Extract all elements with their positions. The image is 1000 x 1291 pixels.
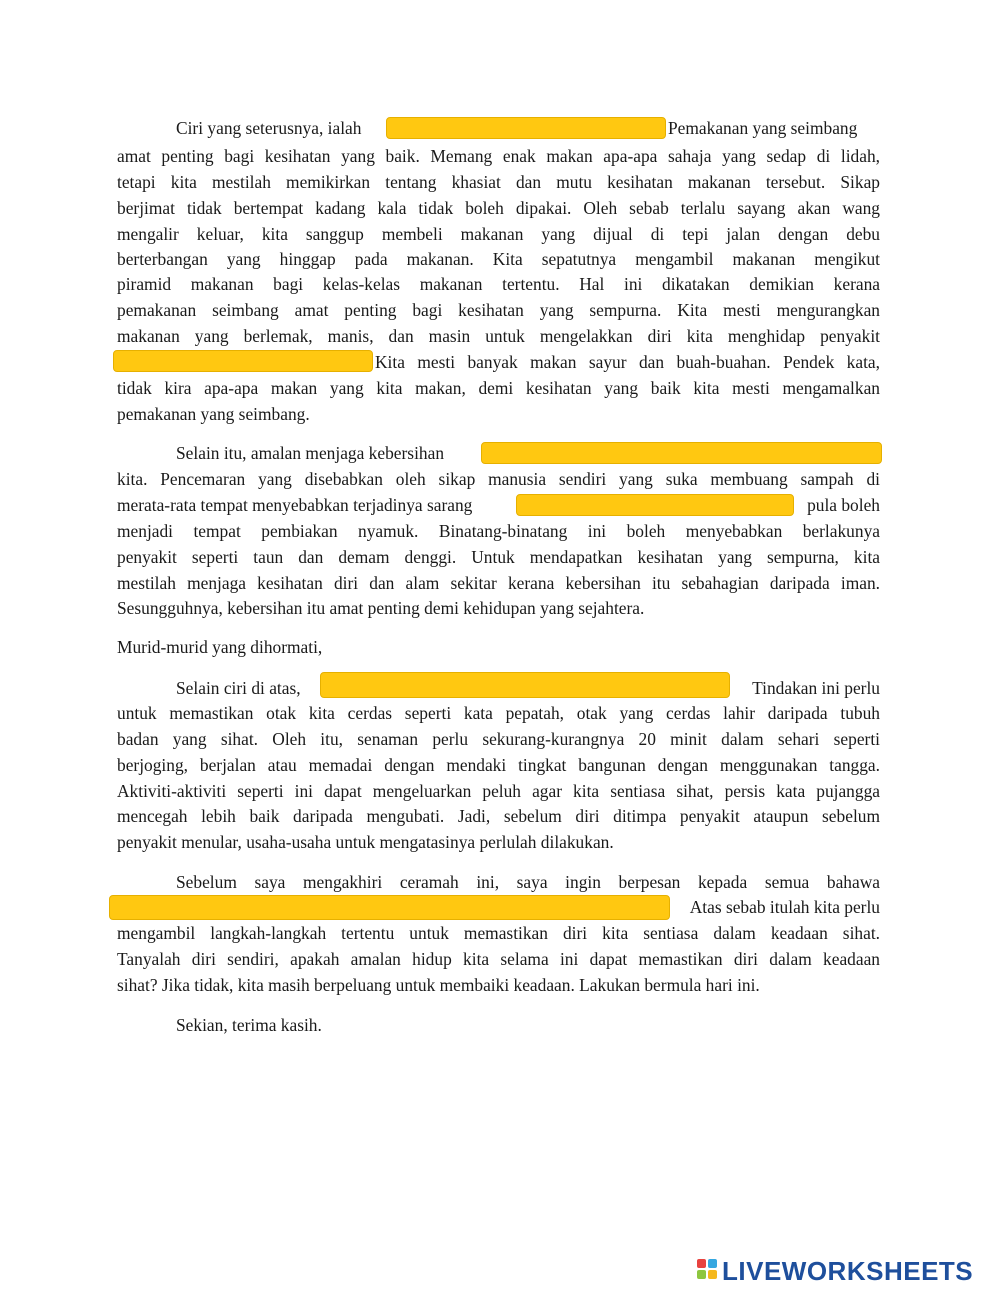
- p1-line-6: berterbangan yang hinggap pada makanan. Kita sepatutnya mengambil makanan mengikut: [117, 249, 880, 269]
- p3-line-3: badan yang sihat. Oleh itu, senaman perlu sekurang-kurangnya 20 minit dalam sehari seperti: [117, 729, 880, 749]
- p2-line-7: Sesungguhnya, kebersihan itu amat penting demi kehidupan yang sejahtera.: [117, 598, 645, 618]
- salutation: Murid-murid yang dihormati,: [117, 637, 323, 657]
- p2-line-2: kita. Pencemaran yang disebabkan oleh sikap manusia sendiri yang suka membuang sampah di: [117, 469, 880, 489]
- p2-line-6: mestilah menjaga kesihatan diri dan alam sekitar kerana kebersihan itu sebahagian daripada iman.: [117, 573, 880, 593]
- p1-line-9: makanan yang berlemak, manis, dan masin untuk mengelakkan diri kita menghidap penyakit: [117, 326, 880, 346]
- logo-square-1: [697, 1259, 706, 1268]
- answer-blank-5[interactable]: [320, 672, 730, 698]
- p2-line-5: penyakit seperti taun dan demam denggi. Untuk mendapatkan kesihatan yang sempurna, kita: [117, 547, 880, 567]
- p1-line-5: mengalir keluar, kita sanggup membeli makanan yang dijual di tepi jalan dengan debu: [117, 224, 880, 244]
- p3-line-1b: Tindakan ini perlu: [752, 678, 880, 698]
- p4-line-4: Tanyalah diri sendiri, apakah amalan hidup kita selama ini dapat memastikan diri dalam keadaan: [117, 949, 880, 969]
- answer-blank-1[interactable]: [386, 117, 666, 139]
- p1-line-2: amat penting bagi kesihatan yang baik. Memang enak makan apa-apa sahaja yang sedap di lidah,: [117, 146, 880, 166]
- answer-blank-2[interactable]: [113, 350, 373, 372]
- p1-line-1a: Ciri yang seterusnya, ialah: [176, 118, 362, 138]
- liveworksheets-logo: [697, 1255, 974, 1286]
- p2-line-3a: merata-rata tempat menyebabkan terjadinya sarang: [117, 495, 473, 515]
- p1-line-3: tetapi kita mestilah memikirkan tentang khasiat dan mutu kesihatan makanan tersebut. Sikap: [117, 172, 880, 192]
- answer-blank-4[interactable]: [516, 494, 794, 516]
- logo-square-3: [697, 1270, 706, 1279]
- answer-blank-6[interactable]: [109, 895, 670, 920]
- p3-line-7: penyakit menular, usaha-usaha untuk mengatasinya perlulah dilakukan.: [117, 832, 614, 852]
- p1-line-1b: Pemakanan yang seimbang: [668, 118, 858, 138]
- p4-line-2: Atas sebab itulah kita perlu: [689, 897, 880, 917]
- liveworksheets-logo-text: LIVEWORKSHEETS: [722, 1255, 974, 1286]
- closing: Sekian, terima kasih.: [176, 1015, 322, 1035]
- p3-line-5: Aktiviti-aktiviti seperti ini dapat mengeluarkan peluh agar kita sentiasa sihat, persis kata pujangga: [117, 781, 880, 801]
- p1-line-10: Kita mesti banyak makan sayur dan buah-buahan. Pendek kata,: [375, 352, 880, 372]
- p4-line-3: mengambil langkah-langkah tertentu untuk memastikan diri kita sentiasa dalam keadaan sihat.: [117, 923, 880, 943]
- liveworksheets-logo-icon: [697, 1259, 719, 1283]
- p1-line-7: piramid makanan bagi kelas-kelas makanan tertentu. Hal ini dikatakan demikian kerana: [117, 274, 880, 294]
- logo-square-4: [708, 1270, 717, 1279]
- p3-line-2: untuk memastikan otak kita cerdas seperti kata pepatah, otak yang cerdas lahir daripada tubuh: [117, 703, 880, 723]
- logo-square-2: [708, 1259, 717, 1268]
- p4-line-1: Sebelum saya mengakhiri ceramah ini, saya ingin berpesan kepada semua bahawa: [176, 872, 880, 892]
- p3-line-6: mencegah lebih baik daripada mengubati. Jadi, sebelum diri ditimpa penyakit ataupun sebelum: [117, 806, 880, 826]
- p2-line-1: Selain itu, amalan menjaga kebersihan: [176, 443, 445, 463]
- answer-blank-3[interactable]: [481, 442, 882, 464]
- p2-line-4: menjadi tempat pembiakan nyamuk. Binatang-binatang ini boleh menyebabkan berlakunya: [117, 521, 880, 541]
- p1-line-12: pemakanan yang seimbang.: [117, 404, 310, 424]
- p3-line-4: berjoging, berjalan atau memadai dengan mendaki tingkat bangunan dengan menggunakan tangga.: [117, 755, 880, 775]
- p2-line-3b: pula boleh: [807, 495, 880, 515]
- p1-line-11: tidak kira apa-apa makan yang kita makan, demi kesihatan yang baik kita mesti mengamalkan: [117, 378, 880, 398]
- p4-line-5: sihat? Jika tidak, kita masih berpeluang untuk membaiki keadaan. Lakukan bermula hari ini.: [117, 975, 760, 995]
- p1-line-4: berjimat tidak bertempat kadang kala tidak boleh dipakai. Oleh sebab terlalu sayang akan wang: [117, 198, 880, 218]
- p1-line-8: pemakanan seimbang amat penting bagi kesihatan yang sempurna. Kita mesti mengurangkan: [117, 300, 880, 320]
- p3-line-1a: Selain ciri di atas,: [176, 678, 301, 698]
